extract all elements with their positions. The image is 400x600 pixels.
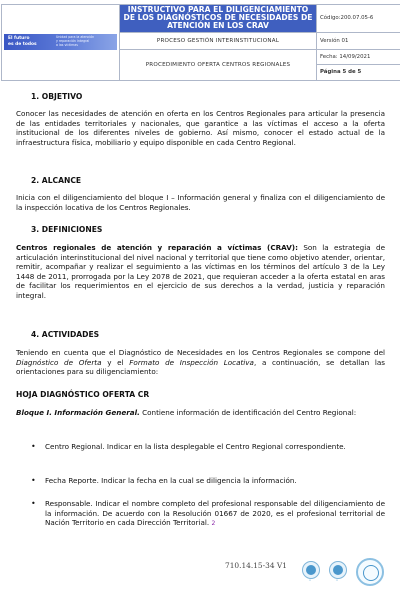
bullet-responsable: Responsable. Indicar el nombre completo del profesional responsable del diligenciamiento de la información. De acuerdo con la Resolución 01667 de 2020, es el profesional territorial de Nación Territorio en cada Dirección Territorial. xyxy=(45,499,385,528)
document-version: Versión 01 xyxy=(317,32,400,49)
seal-caption-icon: ▭ xyxy=(308,579,312,582)
crav-term: Centros regionales de atención y reparación a víctimas (CRAV): xyxy=(16,243,298,252)
logo-sub-text: Unidad para la atención y reparación integral a las víctimas xyxy=(56,35,95,47)
page-number: Página 5 de 5 xyxy=(320,68,362,75)
bullet-fecha-reporte: Fecha Reporte. Indicar la fecha en la cual se diligencia la información. xyxy=(45,476,297,485)
bullet-centro-regional: Centro Regional. Indicar en la lista desplegable el Centro Regional correspondiente. xyxy=(45,442,346,451)
section-objetivo-title: 1. OBJETIVO xyxy=(31,92,83,101)
section-alcance-text: Inicia con el diligenciamiento del bloque I – Información general y finaliza con el diligenciamiento de la inspección locativa de los Centros Regionales. xyxy=(16,193,385,212)
diagnostico-oferta-term: Diagnóstico de Oferta xyxy=(16,357,102,367)
bullet-dot-icon: • xyxy=(31,442,36,451)
entity-logo xyxy=(4,34,117,50)
logo-cell xyxy=(2,5,120,81)
section-definiciones-title: 3. DEFINICIONES xyxy=(31,225,103,234)
list-item xyxy=(31,442,385,452)
footnote-mark[interactable]: 2 xyxy=(211,520,216,528)
actividades-text-c: y el xyxy=(101,357,130,367)
seal-caption-icon: ▭ xyxy=(335,579,339,582)
bloque-i-description: Contiene información de identificación del Centro Regional: xyxy=(139,408,357,417)
crav-definition: Son la estrategia de articulación interinstitucional del nivel nacional y territorial que tiene como objetivo atender, orientar, remitir, acompañar y realizar el seguimiento a las víctimas en los términos del artículo 3 de la Ley 1448 de 2011, prorrogada por la Ley 2078 de 2021, que requieran acceder a la oferta estatal en aras de facilitar los requerimientos en el ejercicio de sus derechos a la verdad, justicia y reparación integral. xyxy=(16,243,385,300)
section-alcance-title: 2. ALCANCE xyxy=(31,176,82,185)
procedure-name: PROCEDIMIENTO OFERTA CENTROS REGIONALES xyxy=(120,49,317,80)
section-definiciones-text xyxy=(16,243,385,301)
icontec-seal-icon xyxy=(329,561,347,579)
list-item xyxy=(31,499,385,529)
bullet-dot-icon: • xyxy=(31,499,36,508)
document-code: Código:200.07.05-6 xyxy=(317,5,400,33)
bullet-dot-icon: • xyxy=(31,476,36,485)
actividades-text-e: , a continuación, se detallan las orientaciones para su diligenciamiento: xyxy=(16,357,386,377)
hoja-diagnostico-title: HOJA DIAGNÓSTICO OFERTA CR xyxy=(16,390,150,399)
section-objetivo-text: Conocer las necesidades de atención en oferta en los Centros Regionales para articular la presencia de las entidades territoriales y nacionales, que garantice a las víctimas el acceso a la oferta institucional de los diferentes niveles de gobierno. Así mismo, conocer el estado actual de la infraestructura física, mobiliario y equipo disponible en cada Centro Regional. xyxy=(16,109,385,147)
bloque-i-term: Bloque I. Información General. xyxy=(16,408,140,417)
formato-inspeccion-term: Formato de Inspección Locativa xyxy=(129,357,254,367)
iqnet-seal-icon xyxy=(356,558,384,586)
bloque-i-text xyxy=(16,408,385,418)
footer-code: 710.14.15-34 V1 xyxy=(225,561,287,570)
logo-main-text: El futuro es de todos xyxy=(8,36,37,47)
section-actividades-text xyxy=(16,348,385,377)
section-actividades-title: 4. ACTIVIDADES xyxy=(31,330,100,339)
icontec-seal-icon xyxy=(302,561,320,579)
actividades-text-a: Teniendo en cuenta que el Diagnóstico de Necesidades en los Centros Regionales se compone del xyxy=(16,348,385,357)
document-header xyxy=(1,4,400,81)
list-item xyxy=(31,476,385,486)
document-date: Fecha: 14/09/2021 xyxy=(317,50,400,65)
process-name: PROCESO GESTIÓN INTERINSTITUCIONAL xyxy=(120,32,317,49)
document-title: INSTRUCTIVO PARA EL DILIGENCIAMIENTO DE LOS DIAGNÓSTICOS DE NECESIDADES DE ATENCIÓN EN LOS CRAV xyxy=(120,5,317,33)
date-page-cell xyxy=(317,49,400,80)
